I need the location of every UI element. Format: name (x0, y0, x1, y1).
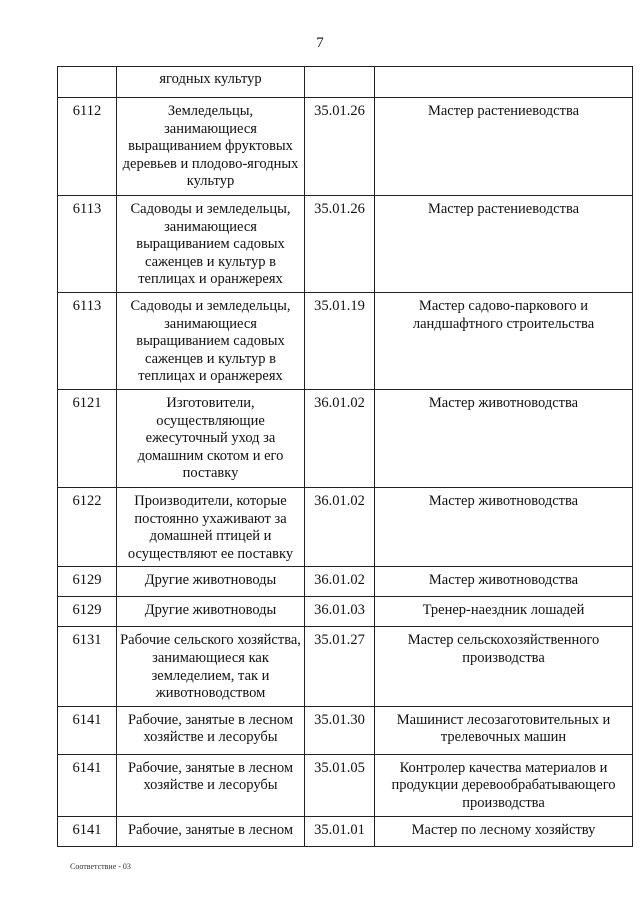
table-row (58, 389, 633, 487)
profession-name-cell: Мастер животноводства (375, 567, 633, 597)
occupations-table (57, 66, 633, 847)
table-row (58, 627, 633, 706)
specialty-code-cell: 36.01.03 (305, 597, 375, 627)
occupation-code-cell: 6141 (58, 754, 117, 816)
page-number: 7 (316, 35, 324, 51)
table-row (58, 597, 633, 627)
table-row (58, 706, 633, 754)
footer-note: Соответствие - 03 (70, 862, 131, 871)
specialty-code-cell: 35.01.26 (305, 196, 375, 293)
table-row (58, 293, 633, 390)
occupation-name-cell: Другие животноводы (117, 597, 305, 627)
profession-name-cell: Мастер животноводства (375, 487, 633, 566)
occupation-code-cell (58, 67, 117, 98)
profession-name-cell: Мастер растениеводства (375, 196, 633, 293)
specialty-code-cell: 36.01.02 (305, 389, 375, 487)
specialty-code-cell: 36.01.02 (305, 487, 375, 566)
occupation-name-cell: Рабочие сельского хозяйства, занимающиеся как земледелием, так и животноводством (117, 627, 305, 706)
occupation-name-cell: Рабочие, занятые в лесном хозяйстве и лесорубы (117, 706, 305, 754)
occupation-name-cell: Садоводы и земледельцы, занимающиеся выращиванием садовых саженцев и культур в теплицах и оранжереях (117, 196, 305, 293)
specialty-code-cell: 35.01.01 (305, 816, 375, 846)
occupation-code-cell: 6112 (58, 98, 117, 196)
occupation-name-cell: Земледельцы, занимающиеся выращиванием фруктовых деревьев и плодово-ягодных культур (117, 98, 305, 196)
occupation-name-cell: Садоводы и земледельцы, занимающиеся выращиванием садовых саженцев и культур в теплицах и оранжереях (117, 293, 305, 390)
occupation-name-cell: Другие животноводы (117, 567, 305, 597)
occupation-code-cell: 6129 (58, 597, 117, 627)
occupation-name-cell: Рабочие, занятые в лесном (117, 816, 305, 846)
table-row (58, 487, 633, 566)
table-row (58, 754, 633, 816)
specialty-code-cell: 35.01.27 (305, 627, 375, 706)
occupation-code-cell: 6129 (58, 567, 117, 597)
occupation-name-cell: Рабочие, занятые в лесном хозяйстве и лесорубы (117, 754, 305, 816)
profession-name-cell: Мастер животноводства (375, 389, 633, 487)
specialty-code-cell: 36.01.02 (305, 567, 375, 597)
specialty-code-cell: 35.01.05 (305, 754, 375, 816)
profession-name-cell: Мастер сельскохозяйственного производства (375, 627, 633, 706)
occupation-code-cell: 6121 (58, 389, 117, 487)
profession-name-cell: Мастер по лесному хозяйству (375, 816, 633, 846)
profession-name-cell: Мастер садово-паркового и ландшафтного строительства (375, 293, 633, 390)
profession-name-cell: Контролер качества материалов и продукции деревообрабатывающего производства (375, 754, 633, 816)
table-row (58, 67, 633, 98)
specialty-code-cell: 35.01.26 (305, 98, 375, 196)
occupation-code-cell: 6141 (58, 816, 117, 846)
profession-name-cell: Машинист лесозаготовительных и трелевочных машин (375, 706, 633, 754)
table-row (58, 196, 633, 293)
specialty-code-cell: 35.01.19 (305, 293, 375, 390)
table-row (58, 816, 633, 846)
occupation-code-cell: 6113 (58, 293, 117, 390)
table-row (58, 98, 633, 196)
occupation-code-cell: 6141 (58, 706, 117, 754)
occupation-code-cell: 6113 (58, 196, 117, 293)
table-row (58, 567, 633, 597)
occupation-name-cell: Производители, которые постоянно ухаживают за домашней птицей и осуществляют ее поставку (117, 487, 305, 566)
occupation-code-cell: 6122 (58, 487, 117, 566)
occupation-name-cell: ягодных культур (117, 67, 305, 98)
specialty-code-cell: 35.01.30 (305, 706, 375, 754)
occupation-code-cell: 6131 (58, 627, 117, 706)
specialty-code-cell (305, 67, 375, 98)
profession-name-cell: Мастер растениеводства (375, 98, 633, 196)
profession-name-cell (375, 67, 633, 98)
occupation-name-cell: Изготовители, осуществляющие ежесуточный уход за домашним скотом и его поставку (117, 389, 305, 487)
profession-name-cell: Тренер-наездник лошадей (375, 597, 633, 627)
